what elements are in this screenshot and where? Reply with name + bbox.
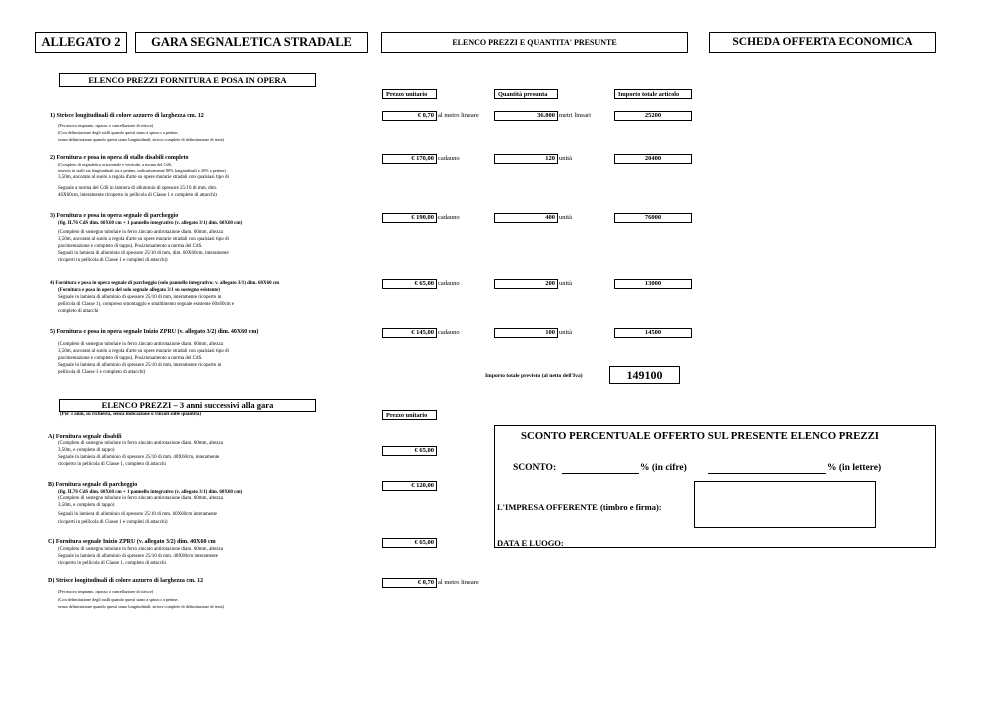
offer-title: SCONTO PERCENTUALE OFFERTO SUL PRESENTE ELENCO PREZZI — [521, 430, 879, 442]
data-label: DATA E LUOGO: — [497, 538, 564, 548]
item2-price-unit: cadauno — [438, 155, 460, 162]
scheda-box — [709, 32, 936, 53]
section2-title: ELENCO PREZZI – 3 anni successivi alla gara — [101, 400, 274, 410]
signature-box[interactable] — [694, 481, 876, 528]
item2-line: Segnale a norma del CdS in lamiera di alluminio di spessore 25/10 di mm, dim. — [58, 186, 218, 191]
total-value: 149100 — [626, 368, 663, 382]
allegato-label: ALLEGATO 2 — [41, 35, 121, 49]
item5-qty: 100 — [494, 328, 558, 338]
itemD-price: € 0,70 — [382, 578, 437, 588]
total-value-box — [609, 366, 680, 384]
itemB-line: 3,50m, e completo di tappo) — [58, 503, 115, 508]
item3-price: € 190,00 — [382, 213, 437, 223]
item1-note: senza delimitazione quando questi siano longitudinali; strisce complete di delimitazione di testa) — [58, 137, 224, 142]
item3-qty-unit: unità — [559, 214, 572, 221]
itemD-price-unit: al metro lineare — [438, 579, 479, 586]
lettere-label: % (in lettere) — [827, 463, 882, 473]
itemB-line: Segnali in lamiera di alluminio di spessore 25/10 di mm. 60X60cm interamente — [58, 512, 218, 517]
itemC-price: € 65,00 — [382, 538, 437, 548]
item5-line: (Completo di sostegno tubolare in ferro zincato antirotazione diam. 60mm, altezza — [58, 342, 223, 347]
item4-qty: 200 — [494, 279, 558, 289]
data-luogo-field[interactable] — [567, 538, 781, 548]
item5-line: pavimentazione e completo di tappo). Posizionamento a norma del CdS. — [58, 356, 203, 361]
itemB-price: € 120,00 — [382, 481, 437, 491]
item1-qty: 36.000 — [494, 111, 558, 121]
item2-line: 3,50m, ancorato al suolo a regola d'arte su opere murarie stradali con qualsiasi tipo di — [58, 175, 229, 180]
sconto-cifre-field[interactable] — [562, 463, 639, 474]
item5-line: pellicola di Classe 1 e completo di attacchi) — [58, 370, 146, 375]
item2-note: inserito in stalli sia longitudinali sia a pettine, indicativamente 80% longitudinali e 20% a pettine) — [58, 168, 226, 173]
item3-subtitle: (fig. II.76 CdS dim. 60X60 cm + 1 pannello integrativo (v. allegato 3/1) dim. 60X60 cm) — [58, 221, 243, 226]
itemB-line: ricoperti in pellicola di Classe 1 e completi di attacchi) — [58, 520, 168, 525]
item3-qty: 400 — [494, 213, 558, 223]
itemC-line: (Completo di sostegno tubolare in ferro zincato antirotazione diam. 60mm, altezza — [58, 547, 223, 552]
item3-title: 3) Fornitura e posa in opera segnale di parcheggio — [50, 213, 179, 219]
section2-note: (Per 3 anni, su richiesta, senza indicazione o vincoli sulle quantità) — [60, 412, 202, 417]
elenco-box — [381, 32, 688, 53]
item2-line: 40X60cm, interamente ricoperto in pellicola di Classe 1 e completo di attacchi) — [58, 193, 217, 198]
allegato-box — [35, 32, 127, 53]
itemC-title: C) Fornitura segnale Inizio ZPRU (v. allegato 3/2) dim. 40X60 cm — [48, 539, 216, 545]
item5-price: € 145,00 — [382, 328, 437, 338]
item2-total: 20400 — [614, 154, 692, 164]
item4-line: completo di attacchi — [58, 309, 99, 314]
item1-qty-unit: metri lineari — [559, 112, 591, 119]
section2-col-prezzo-header: Prezzo unitario — [382, 410, 437, 420]
itemB-line: (Completo di sostegno tubolare in ferro zincato antirotazione diam. 60mm, altezza — [58, 496, 223, 501]
sconto-label: SCONTO: — [513, 463, 557, 473]
item2-price: € 170,00 — [382, 154, 437, 164]
item5-total: 14500 — [614, 328, 692, 338]
item5-price-unit: cadauno — [438, 329, 460, 336]
item3-line: 3,50m, ancorato al suolo a regola d'arte su opere murarie stradali con qualsiasi tipo di — [58, 237, 229, 242]
item4-line: Segnale in lamiera di alluminio di spessore 25/10 di mm, interamente ricoperto in — [58, 295, 222, 300]
elenco-title: ELENCO PREZZI E QUANTITA' PRESUNTE — [452, 38, 617, 47]
col-quantita-header: Quantità presunta — [494, 89, 558, 99]
itemA-title: A) Fornitura segnale disabili — [48, 434, 122, 440]
total-label: Importo totale previsto (al netto dell'Iva) — [485, 373, 583, 379]
itemA-line: (Completo di sostegno tubolare in ferro zincato antirotazione diam. 60mm, altezza — [58, 441, 223, 446]
itemD-title: D) Strisce longitudinali di colore azzurro di larghezza cm. 12 — [48, 578, 204, 584]
item1-total: 25200 — [614, 111, 692, 121]
itemA-price: € 65,00 — [382, 446, 437, 456]
item3-line: ricoperti in pellicola di Classe 1 e completi di attacchi) — [58, 258, 168, 263]
item2-qty-unit: unità — [559, 155, 572, 162]
itemB-title: B) Fornitura segnale di parcheggio — [48, 482, 138, 488]
item4-line: pellicola di Classe 1), compreso smontaggio e smaltimento segnale esistente 60x60cm e — [58, 302, 235, 307]
itemB-subtitle: (fig. II.76 CdS dim. 60X60 cm + 1 pannello integrativo (v. allegato 3/1) dim. 60X60 cm) — [58, 490, 243, 495]
item4-total: 13000 — [614, 279, 692, 289]
itemD-note: (Con delimitazione degli stalli quando questi siano a spina o a pettine, — [58, 597, 179, 602]
item4-subtitle: (Fornitura e posa in opera del solo segnale allegato 3/1 su sostegno esistente) — [58, 288, 220, 293]
item2-title: 2) Fornitura e posa in opera di stallo disabili completo — [50, 155, 189, 161]
itemA-line: ricoperto in pellicola di Classe 1, completo di attacchi — [58, 462, 166, 467]
item4-price: € 65,00 — [382, 279, 437, 289]
col-importo-header: Importo totale articolo — [614, 89, 692, 99]
item4-price-unit: cadauno — [438, 280, 460, 287]
section2-title-box — [59, 399, 316, 412]
col-prezzo-header: Prezzo unitario — [382, 89, 437, 99]
itemC-line: ricoperto in pellicola di Classe 1, completo di attacchi — [58, 561, 166, 566]
impresa-label: L'IMPRESA OFFERENTE (timbro e firma): — [497, 502, 662, 512]
itemA-line: 3,50m, e completo di tappo) — [58, 448, 115, 453]
item4-title: 4) Fornitura e posa in opera segnale di parcheggio (solo pannello integrativo: v. allegato 3/1) dim. 60X60 cm — [50, 281, 280, 286]
itemA-line: Segnale in lamiera di alluminio di spessore 25/10 di mm. 40X60cm, interamente — [58, 455, 220, 460]
item2-qty: 120 — [494, 154, 558, 164]
item5-title: 5) Fornitura e posa in opera segnale Inizio ZPRU (v. allegato 3/2) dim. 40X60 cm) — [50, 329, 259, 335]
item1-title: 1) Strisce longitudinali di colore azzurro di larghezza cm. 12 — [50, 113, 204, 119]
gara-box — [135, 32, 368, 53]
section1-title-box — [59, 73, 316, 87]
item5-line: Segnale in lamiera di alluminio di spessore 25/10 di mm, interamente ricoperto in — [58, 363, 222, 368]
item3-line: (Completo di sostegno tubolare in ferro zincato antirotazione diam. 60mm, altezza — [58, 230, 223, 235]
item1-note: (Per nuovo impianto, ripasso o cancellazione di strisce) — [58, 123, 154, 128]
sconto-lettere-field[interactable] — [708, 463, 826, 474]
item3-line: pavimentazione e completo di tappo). Posizionamento a norma del CdS. — [58, 244, 203, 249]
itemD-note: (Per nuovo impianto, ripasso o cancellazione di strisce) — [58, 589, 154, 594]
scheda-title: SCHEDA OFFERTA ECONOMICA — [732, 36, 913, 48]
section1-title: ELENCO PREZZI FORNITURA E POSA IN OPERA — [88, 75, 287, 85]
itemC-line: Segnale in lamiera di alluminio di spessore 25/10 di mm. 40X60cm interamente — [58, 554, 218, 559]
item5-line: 3,50m, ancorato al suolo a regola d'arte su opere murarie stradali con qualsiasi tipo di — [58, 349, 229, 354]
item2-note: (Completo di segnaletica orizzontale e verticale, a norma del CdS, — [58, 162, 172, 167]
item3-total: 76000 — [614, 213, 692, 223]
itemD-note: senza delimitazione quando questi siano longitudinali; strisce complete di delimitazione di testa) — [58, 604, 224, 609]
item3-line: Segnali in lamiera di alluminio di spessore 25/10 di mm, dim. 60X60cm, interamente — [58, 251, 229, 256]
item1-note: (Con delimitazione degli stalli quando questi siano a spina o a pettine, — [58, 130, 179, 135]
item3-price-unit: cadauno — [438, 214, 460, 221]
item1-price-unit: al metro lineare — [438, 112, 479, 119]
item5-qty-unit: unità — [559, 329, 572, 336]
cifre-label: % (in cifre) — [640, 463, 687, 473]
item4-qty-unit: unità — [559, 280, 572, 287]
gara-title: GARA SEGNALETICA STRADALE — [151, 35, 352, 49]
item1-price: € 0,70 — [382, 111, 437, 121]
